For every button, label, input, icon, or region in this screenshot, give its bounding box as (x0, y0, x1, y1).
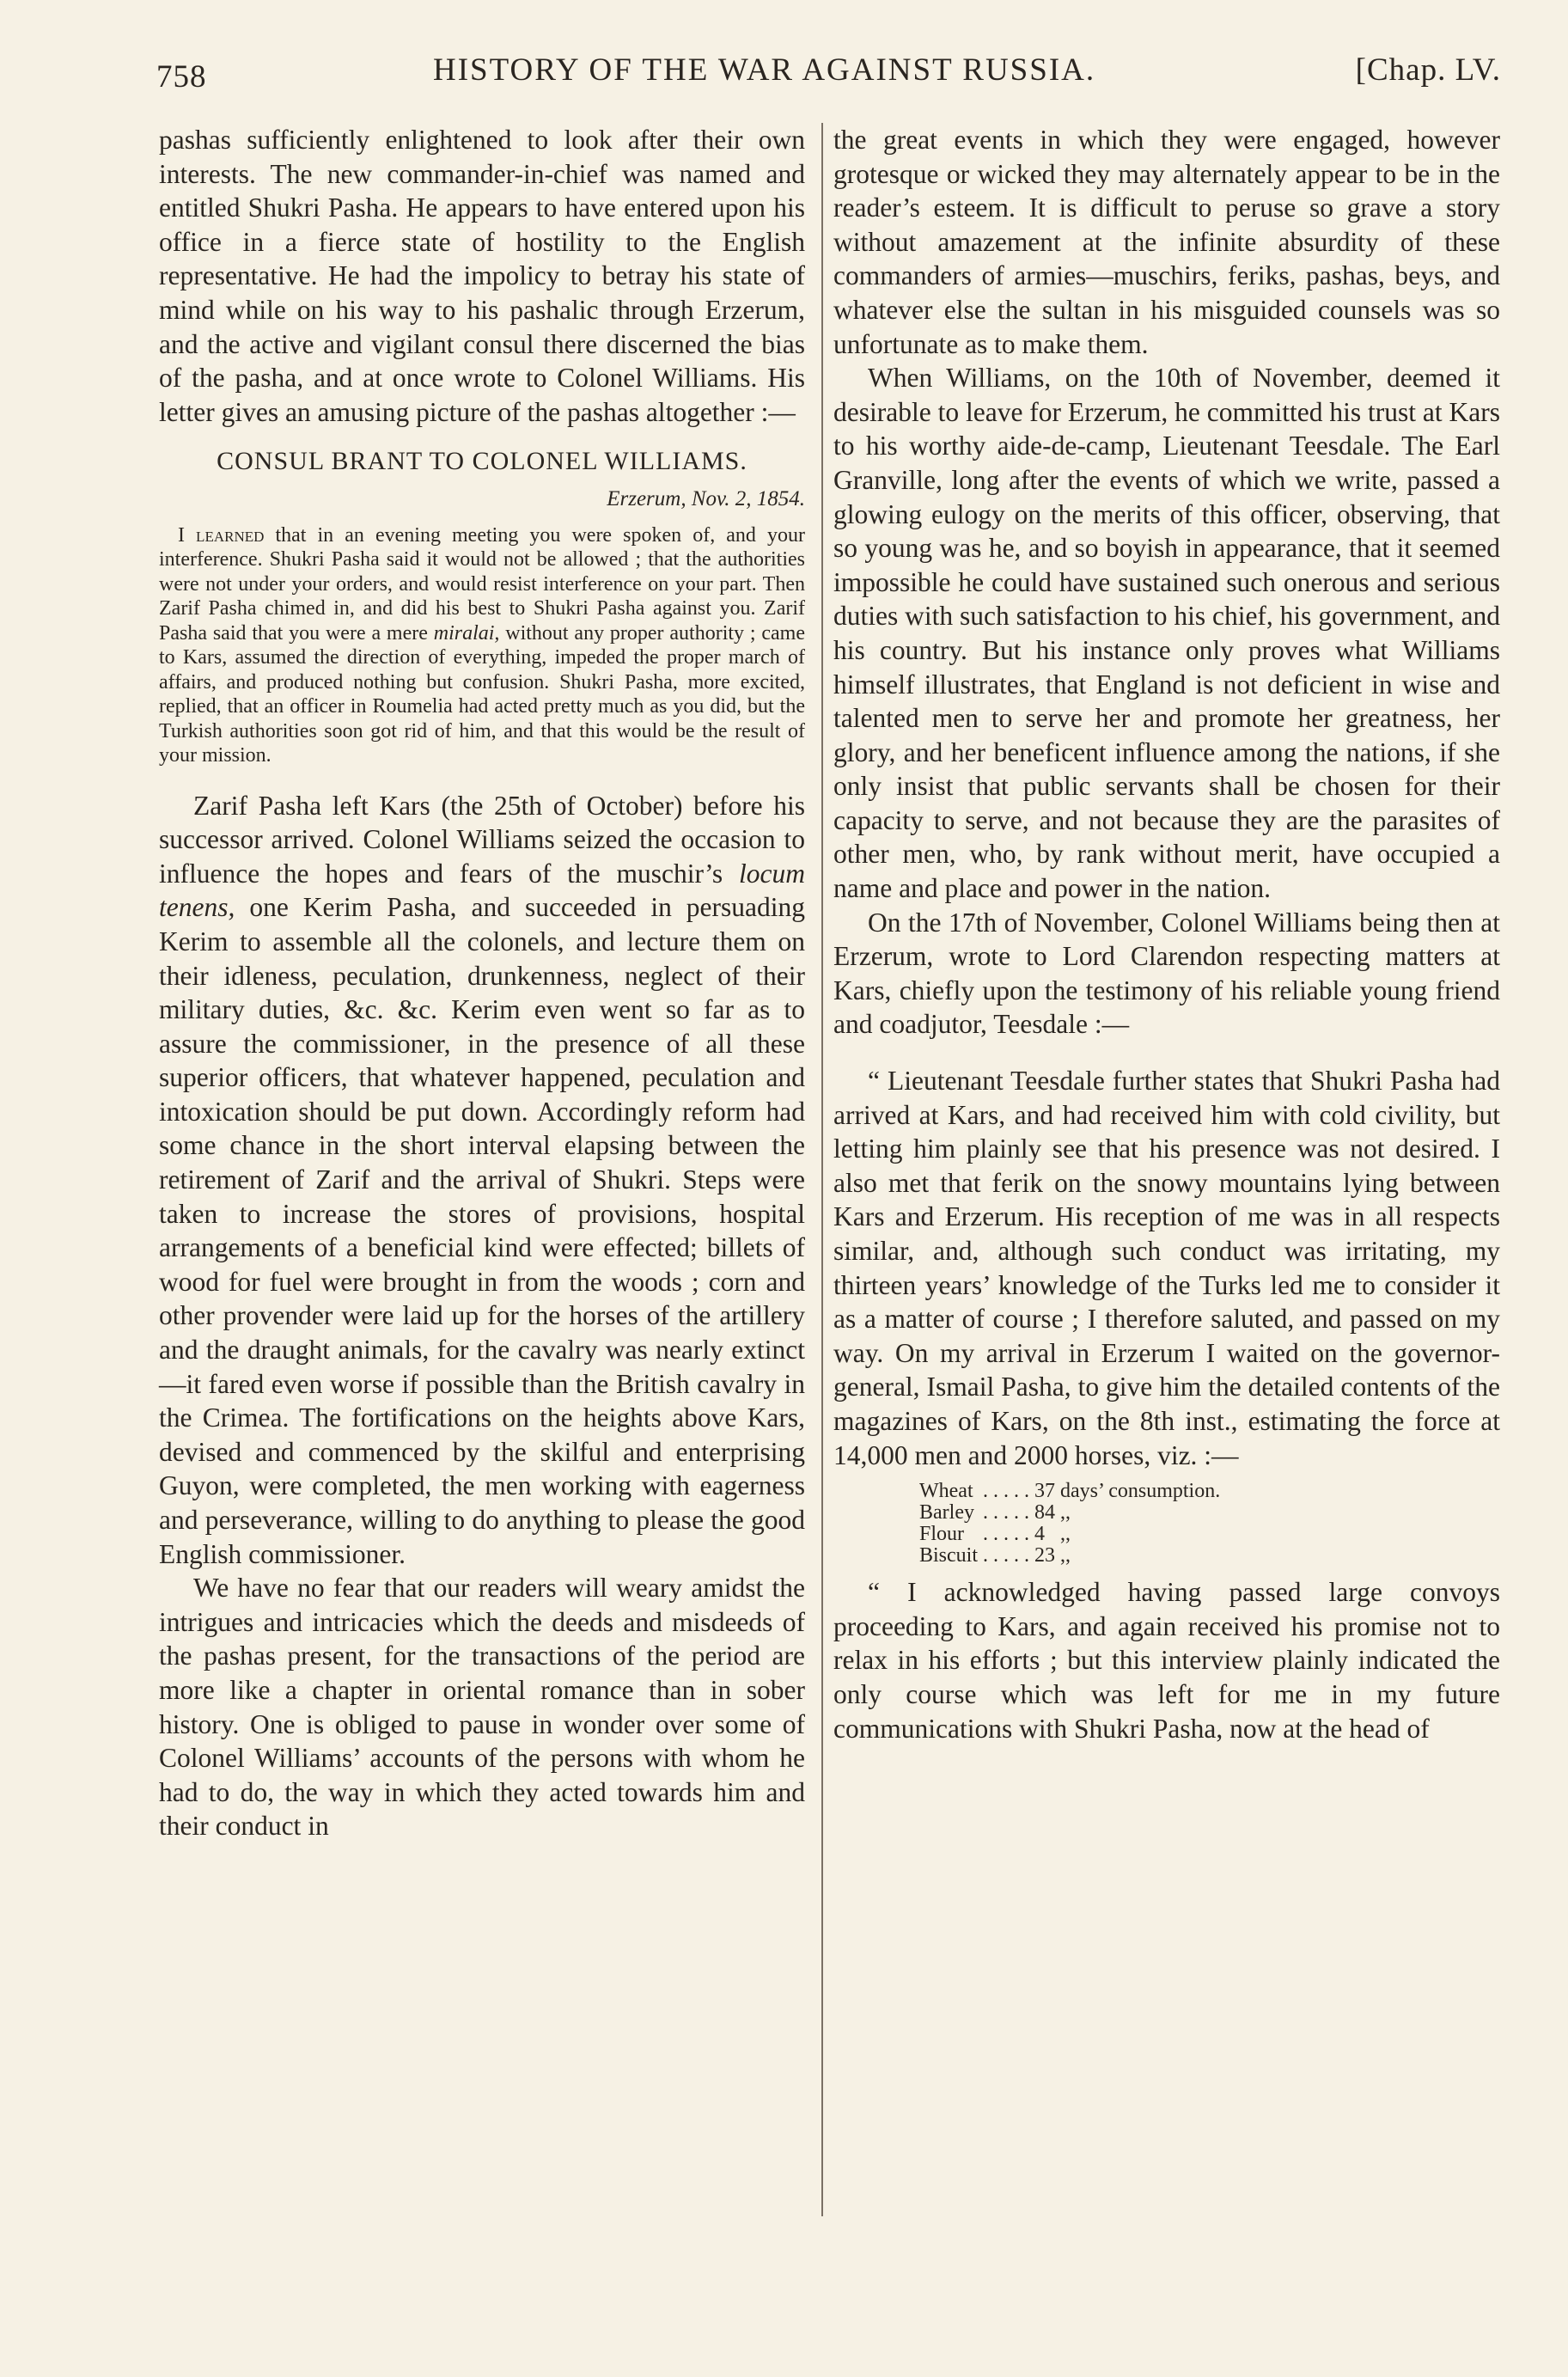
provision-row (919, 1481, 1225, 1502)
provision-qty: 84 (1034, 1501, 1056, 1525)
paragraph: We have no fear that our readers will weary amidst the intrigues and intricacies which the deeds and misdeeds of the pashas present, for the transactions of the period are more like a chapter in oriental romance than in sober history. One is obliged to pause in wonder over some of Colonel Williams’ accounts of the persons with whom he had to do, the way in which they acted towards him and their conduct in (159, 1573, 805, 1842)
column-rule (821, 123, 823, 2216)
running-header (156, 50, 1501, 93)
letter-lead: I learned (178, 523, 265, 547)
provision-row (919, 1545, 1225, 1567)
provision-leader: . . . . . (983, 1523, 1030, 1546)
running-title: HISTORY OF THE WAR AGAINST RUSSIA. (433, 52, 1096, 88)
para-italic: locum tenens, (159, 858, 805, 923)
provision-unit: ,, (1060, 1544, 1071, 1567)
left-column (159, 123, 805, 2228)
letter-date: Erzerum, Nov. 2, 1854. (607, 486, 805, 510)
paragraph: When Williams, on the 10th of November, deemed it desirable to leave for Erzerum, he committed his trust at Kars to his worthy aide-de-camp, Lieutenant Teesdale. The Earl Granville, long after the events of which we write, passed a glowing eulogy on the merits of this officer, observing, that so young was he, and so boyish in appearance, that it seemed impossible he could have sustained such onerous and serious duties with such satisfaction to his chief, his government, and his country. But his instance only proves what Williams himself illustrates, that England is not deficient in wise and talented men to serve her and promote her greatness, her glory, and her beneficent influence among the nations, if she only insist that public servants shall be chosen for their capacity to serve, and not because they are the parasites of other men, who, by rank without merit, have occupied a name and place and power in the nation. (833, 363, 1500, 904)
chapter-label: [Chap. LV. (1355, 52, 1501, 88)
letter-text-2: without any proper authority ; came to Kars, assumed the direction of everything, impeded the proper march of affairs, and produced nothing but confusion. Shukri Pasha, more excited, replied, that an officer in Roumelia had acted pretty much as you did, but the Turkish authorities soon got rid of him, and that this would be the result of your mission. (159, 621, 805, 767)
provision-qty: 37 (1034, 1480, 1056, 1503)
provision-row (919, 1502, 1225, 1524)
right-column (833, 123, 1500, 2228)
provision-qty: 23 (1034, 1544, 1056, 1567)
page-number: 758 (156, 59, 207, 95)
provision-unit: ,, (1060, 1523, 1071, 1546)
provision-leader: . . . . . (983, 1501, 1030, 1525)
provision-item: Biscuit (919, 1544, 979, 1567)
provisions-table (919, 1481, 1225, 1567)
paragraph (159, 789, 805, 1572)
letter-italic: miralai, (433, 621, 500, 645)
provision-item: Flour (919, 1523, 965, 1546)
provision-unit: ,, (1060, 1501, 1071, 1525)
provision-leader: . . . . . (983, 1544, 1030, 1567)
letter-body (159, 523, 805, 768)
paragraph: pashas sufficiently enlightened to look after their own interests. The new commander-in-chief was named and entitled Shukri Pasha. He appears to have entered upon his office in a fierce state of hostility to the English representative. He had the impolicy to betray his state of mind while on his way to his pashalic through Erzerum, and the active and vigilant consul there discerned the bias of the pasha, and at once wrote to Colonel Williams. His letter gives an amusing picture of the pashas altogether :— (159, 125, 805, 427)
para-text: Zarif Pasha left Kars (the 25th of October) before his successor arrived. Colonel Williams seized the occasion to influence the hopes and fears of the muschir’s (159, 790, 805, 889)
provision-row (919, 1524, 1225, 1545)
quoted-paragraph: “ Lieutenant Teesdale further states that Shukri Pasha had arrived at Kars, and had received him with cold civility, but letting him plainly see that his presence was not desired. I also met that ferik on the snowy mountains lying between Kars and Erzerum. His reception of me was in all respects similar, and, although such conduct was irritating, my thirteen years’ knowledge of the Turks led me to consider it as a matter of course ; I therefore saluted, and passed on my way. On my arrival in Erzerum I waited on the governor-general, Ismail Pasha, to give him the detailed contents of the magazines of Kars, on the 8th inst., estimating the force at 14,000 men and 2000 horses, viz. :— (833, 1066, 1500, 1470)
para-text-2: one Kerim Pasha, and succeeded in persuading Kerim to assemble all the colonels, and lecture them on their idleness, peculation, drunkenness, neglect of their military duties, &c. &c. Kerim even went so far as to assure the commissioner, in the presence of all these superior officers, that whatever happened, peculation and intoxication should be put down. Accordingly reform had some chance in the short interval elapsing between the retirement of Zarif and the arrival of Shukri. Steps were taken to increase the stores of provisions, hospital arrangements of a beneficial kind were effected; billets of wood for fuel were brought in from the woods ; corn and other provender were laid up for the horses of the artillery and the draught animals, for the cavalry was nearly extinct—it fared even worse if possible than the British cavalry in the Crimea. The fortifications on the heights above Kars, devised and commenced by the skilful and enterprising Guyon, were completed, the men working with eagerness and perseverance, willing to do anything to please the good English commissioner. (159, 892, 805, 1569)
provision-item: Barley (919, 1501, 974, 1525)
provision-qty: 4 (1034, 1523, 1046, 1546)
letter-heading: CONSUL BRANT TO COLONEL WILLIAMS. (217, 447, 747, 476)
provision-item: Wheat (919, 1480, 973, 1503)
paragraph: the great events in which they were engaged, however grotesque or wicked they may alternately appear to be in the reader’s esteem. It is difficult to peruse so grave a story without amazement at the infinite absurdity of these commanders of armies—muschirs, feriks, pashas, beys, and whatever else the sultan in his misguided counsels was so unfortunate as to make them. (833, 125, 1500, 359)
paragraph: On the 17th of November, Colonel Williams being then at Erzerum, wrote to Lord Clarendon respecting matters at Kars, chiefly upon the testimony of his reliable young friend and coadjutor, Teesdale :— (833, 907, 1500, 1040)
quoted-paragraph: “ I acknowledged having passed large convoys proceeding to Kars, and again received his promise not to relax in his efforts ; but this interview plainly indicated the only course which was left for me in my future communications with Shukri Pasha, now at the head of (833, 1577, 1500, 1744)
provision-unit: days’ consumption. (1060, 1480, 1221, 1503)
provision-leader: . . . . . (983, 1480, 1030, 1503)
letter-text: that in an evening meeting you were spoken of, and your interference. Shukri Pasha said it would not be allowed ; that the authorities were not under your orders, and would resist interference on your part. Then Zarif Pasha chimed in, and did his best to Shukri Pasha against you. Zarif Pasha said that you were a mere (159, 523, 805, 645)
